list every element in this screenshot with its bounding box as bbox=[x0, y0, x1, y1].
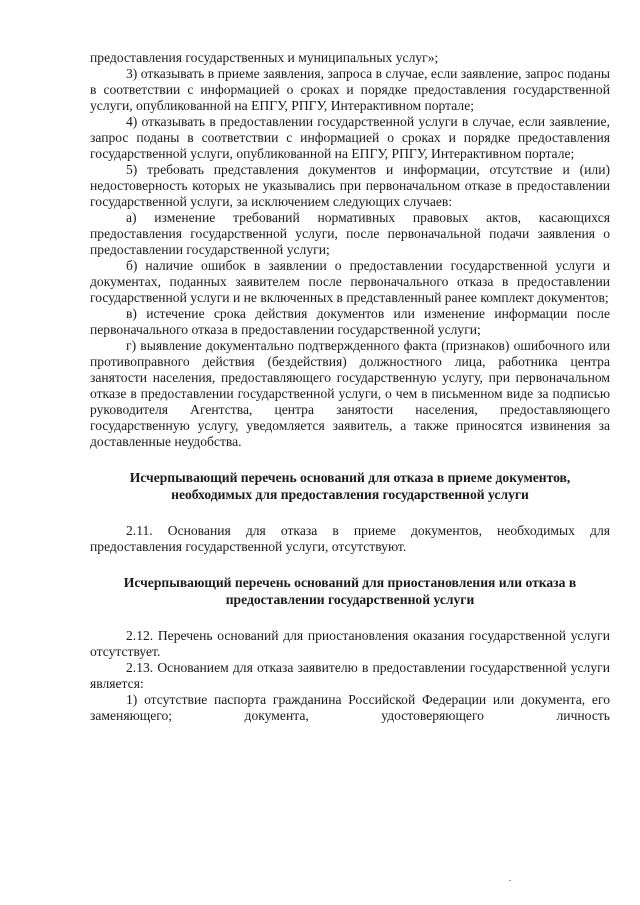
paragraph-item-g: г) выявление документально подтвержденного факта (признаков) ошибочного или противоправного действия (бездействия) должностного лица, работника центра занятости населения, предоставляющего государственную услугу, при первоначальном отказе в предоставлении государственной услуги, о чем в письменном виде за подписью руководителя Агентства, центра занятости населения, предоставляющего государственную услугу, уведомляется заявитель, а также приносятся извинения за доставленные неудобства. bbox=[90, 338, 610, 449]
paragraph-continuation: предоставления государственных и муниципальных услуг»; bbox=[90, 50, 439, 65]
paragraph-2-12: 2.12. Перечень оснований для приостановления оказания государственной услуги отсутствует. bbox=[90, 628, 610, 659]
paragraph-2-11: 2.11. Основания для отказа в приеме документов, необходимых для предоставления государственной услуги, отсутствуют. bbox=[90, 523, 610, 554]
paragraph-item-1: 1) отсутствие паспорта гражданина Российской Федерации или документа, его заменяющего; документа, удостоверяющего личность bbox=[90, 692, 610, 723]
section-heading-refusal-documents: Исчерпывающий перечень оснований для отказа в приеме документов, необходимых для предоставления государственной услуги bbox=[129, 470, 571, 502]
scan-speck bbox=[509, 880, 511, 881]
paragraph-item-3: 3) отказывать в приеме заявления, запроса в случае, если заявление, запрос поданы в соответствии с информацией о сроках и порядке предоставления государственной услуги, опубликованной на ЕПГУ, РПГУ, Интерактивном портале; bbox=[90, 66, 610, 113]
paragraph-item-b: б) наличие ошибок в заявлении о предоставлении государственной услуги и документах, поданных заявителем после первоначального отказа в предоставлении государственной услуги и не включенных в представленный ранее комплект документов; bbox=[90, 258, 610, 305]
paragraph-item-a: а) изменение требований нормативных правовых актов, касающихся предоставления государственной услуги, после первоначальной подачи заявления о предоставлении государственной услуги; bbox=[90, 210, 610, 257]
paragraph-item-v: в) истечение срока действия документов или изменение информации после первоначального отказа в предоставлении государственной услуги; bbox=[90, 306, 610, 337]
paragraph-item-4: 4) отказывать в предоставлении государственной услуги в случае, если заявление, запрос поданы в соответствии с информацией о сроках и порядке предоставления государственной услуги, опубликованной на ЕПГУ, РПГУ, Интерактивном портале; bbox=[90, 114, 610, 161]
section-heading-suspension-refusal: Исчерпывающий перечень оснований для приостановления или отказа в предоставлении государственной услуги bbox=[123, 575, 577, 607]
paragraph-item-5: 5) требовать представления документов и информации, отсутствие и (или) недостоверность которых не указывались при первоначальном отказе в предоставлении государственной услуги, за исключением следующих случаев: bbox=[90, 162, 610, 209]
paragraph-2-13: 2.13. Основанием для отказа заявителю в предоставлении государственной услуги является: bbox=[90, 660, 610, 691]
